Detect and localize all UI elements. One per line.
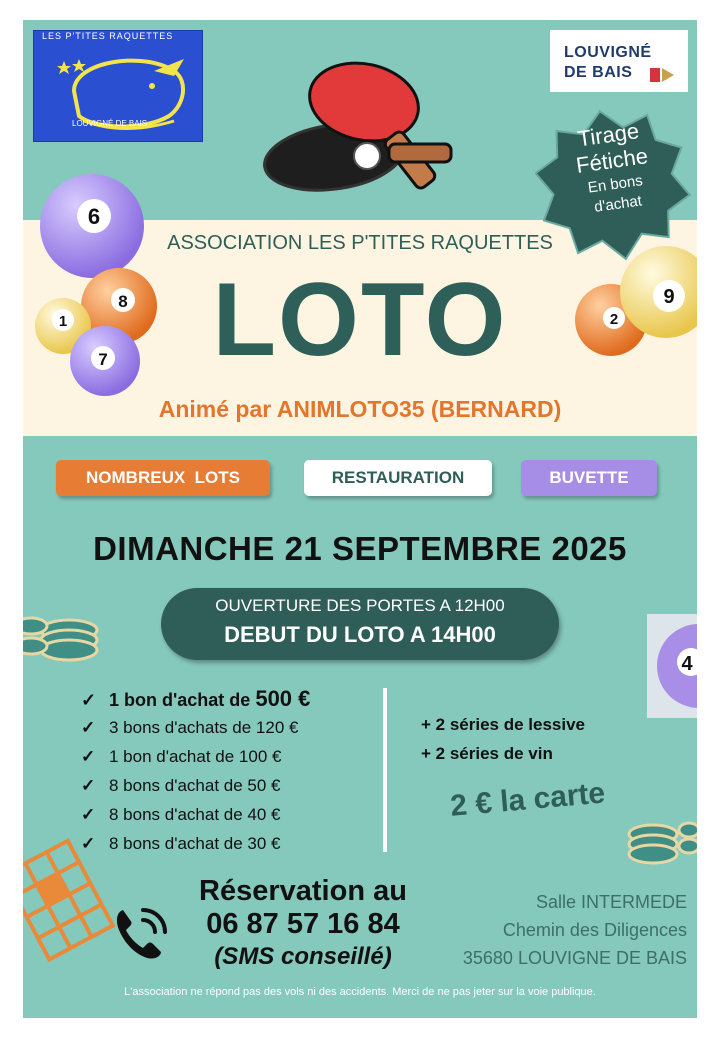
prize-item <box>81 771 310 800</box>
prize-main-amount: 500 € <box>255 686 311 711</box>
prizes-divider <box>383 688 387 852</box>
opening-hours <box>161 588 559 660</box>
check-icon: ✓ <box>81 834 96 853</box>
venue-address <box>413 888 687 972</box>
reservation-phone: 06 87 57 16 84 <box>206 908 400 940</box>
poster <box>23 20 697 1018</box>
prize-text: 8 bons d'achat de 40 € <box>109 805 281 824</box>
address-line2: Chemin des Diligences <box>502 920 687 940</box>
club-logo-arc-text: LES P'TITES RAQUETTES <box>42 31 174 41</box>
extra-prizes <box>421 710 585 768</box>
prize-item-main <box>81 684 310 713</box>
prize-text: 3 bons d'achats de 120 € <box>109 718 299 737</box>
loto-start: DEBUT DU LOTO A 14H00 <box>224 622 496 647</box>
town-flag-icon <box>650 68 674 82</box>
doors-opening: OUVERTURE DES PORTES A 12H00 <box>215 596 505 615</box>
check-icon: ✓ <box>81 718 96 737</box>
page-title: LOTO <box>212 262 508 378</box>
prize-text: 8 bons d'achat de 30 € <box>109 834 281 853</box>
prize-item <box>81 742 310 771</box>
prize-item <box>81 800 310 829</box>
club-logo <box>33 30 203 142</box>
casino-chips-icon <box>23 606 99 676</box>
extra-item-wine: + 2 séries de vin <box>421 744 553 763</box>
phone-icon <box>109 900 173 964</box>
bingo-card-icon <box>23 830 119 962</box>
casino-chips-icon <box>623 812 697 882</box>
ball-4 <box>647 614 697 718</box>
prize-text: 8 bons d'achat de 50 € <box>109 776 281 795</box>
feature-many-prizes: NOMBREUX LOTS <box>56 460 270 496</box>
feature-bar: BUVETTE <box>521 460 657 496</box>
ball-1-label: 1 <box>58 313 68 330</box>
badge-line4: d'achat <box>593 192 643 216</box>
association-name: ASSOCIATION LES P'TITES RAQUETTES <box>167 232 553 254</box>
address-line1: Salle INTERMEDE <box>535 892 687 912</box>
ball-2-label: 2 <box>609 311 619 328</box>
reservation <box>175 874 431 974</box>
ball-6-label: 6 <box>87 204 101 229</box>
reservation-note: (SMS conseillé) <box>214 943 392 970</box>
ball-8-label: 8 <box>118 292 128 311</box>
ball-4-panel <box>647 614 697 718</box>
prize-text: 1 bon d'achat de 100 € <box>109 747 282 766</box>
check-icon: ✓ <box>81 690 97 710</box>
badge-line2: Fétiche <box>574 143 650 178</box>
town-logo-line1: LOUVIGNÉ <box>564 44 652 61</box>
ball-9-label: 9 <box>663 286 675 308</box>
check-icon: ✓ <box>81 805 96 824</box>
feature-catering: RESTAURATION <box>304 460 492 496</box>
ball-7-label: 7 <box>98 350 108 369</box>
prize-main-text: 1 bon d'achat de <box>109 690 251 710</box>
disclaimer: L'association ne répond pas des vols ni des accidents. Merci de ne pas jeter sur la voie publique. <box>124 986 596 998</box>
badge-line3: En bons <box>586 172 644 197</box>
ball-4-label: 4 <box>681 653 693 675</box>
reservation-title: Réservation au <box>199 875 407 907</box>
town-logo <box>550 30 688 92</box>
card-price: 2 € la carte <box>449 776 607 823</box>
prize-item <box>81 713 310 742</box>
animator-line: Animé par ANIMLOTO35 (BERNARD) <box>158 396 562 422</box>
event-date: DIMANCHE 21 SEPTEMBRE 2025 <box>93 530 627 567</box>
check-icon: ✓ <box>81 776 96 795</box>
badge-line1: Tirage <box>576 118 641 152</box>
extra-item-laundry: + 2 séries de lessive <box>421 715 585 734</box>
address-line3: 35680 LOUVIGNE DE BAIS <box>462 948 687 968</box>
check-icon: ✓ <box>81 747 96 766</box>
club-logo-bottom-text: LOUVIGNÉ DE BAIS <box>72 119 148 128</box>
town-logo-line2: DE BAIS <box>564 64 633 81</box>
